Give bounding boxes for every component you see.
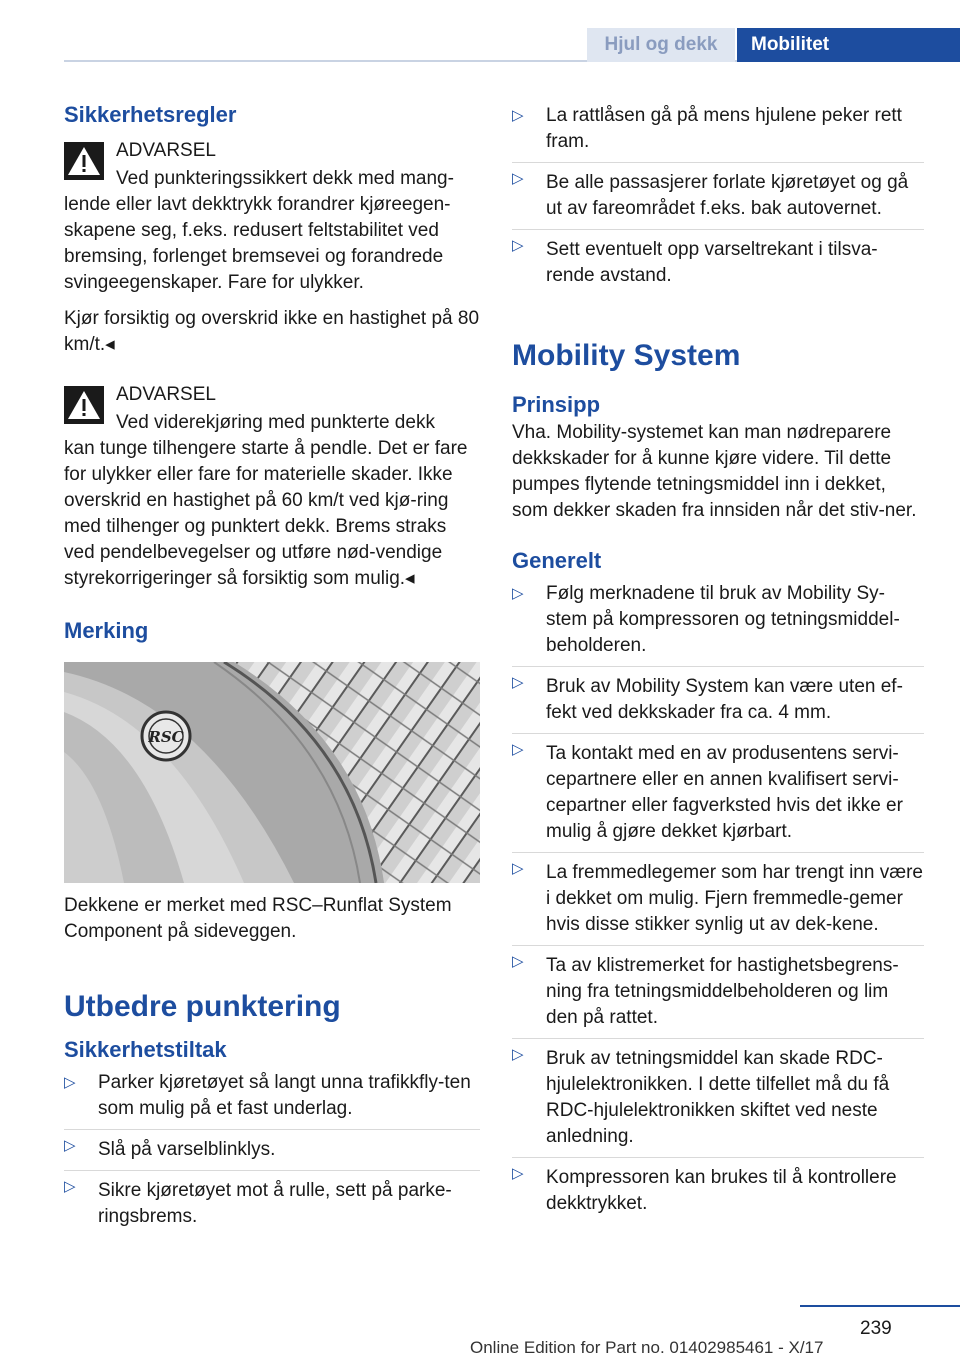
heading-mobility-system: Mobility System: [512, 339, 741, 372]
heading-prinsipp: Prinsipp: [512, 392, 601, 417]
bullet-triangle-icon: ▷: [512, 1046, 524, 1063]
bullet-triangle-icon: ▷: [512, 170, 524, 187]
list-sikkerhetstiltak: [64, 1067, 480, 1237]
list-item: ▷ Kompressoren kan brukes til å kontrollere dekktrykket.: [512, 1158, 924, 1224]
bullet-triangle-icon: ▷: [512, 741, 524, 758]
tab-mobilitet[interactable]: Mobilitet: [737, 28, 960, 62]
list-item: ▷ Følg merknadene til bruk av Mobility Sy-stem på kompressoren og tetningsmiddel-beholderen.: [512, 578, 924, 667]
heading-sikkerhetsregler: Sikkerhetsregler: [64, 102, 237, 127]
bullet-triangle-icon: ▷: [64, 1178, 76, 1195]
bullet-triangle-icon: ▷: [512, 107, 524, 124]
bullet-triangle-icon: ▷: [512, 953, 524, 970]
tyre-rsc-marking-image: [64, 662, 480, 883]
heading-generelt: Generelt: [512, 548, 602, 573]
list-item: ▷ Be alle passasjerer forlate kjøretøyet og gå ut av fareområdet f.eks. bak autovernet.: [512, 163, 924, 230]
list-item: ▷ Sett eventuelt opp varseltrekant i tilsva-rende avstand.: [512, 230, 924, 296]
bullet-triangle-icon: ▷: [512, 237, 524, 254]
bullet-triangle-icon: ▷: [64, 1137, 76, 1154]
warning-label: ADVARSEL: [116, 140, 216, 161]
bullet-triangle-icon: ▷: [512, 860, 524, 877]
right-column: [512, 100, 924, 1224]
list-item: ▷ Bruk av tetningsmiddel kan skade RDC-hjulelektronikken. I dette tilfellet må du få RDC-hjulelektronikken skiftet ved neste anledning.: [512, 1039, 924, 1158]
heading-sikkerhetstiltak: Sikkerhetstiltak: [64, 1037, 227, 1062]
page-number: 239: [860, 1318, 892, 1339]
warning-block-2: [64, 382, 480, 592]
heading-merking: Merking: [64, 618, 149, 643]
warning-block-1: [64, 138, 480, 358]
warning-text-first: Ved viderekjøring med punkterte dekk: [116, 412, 435, 433]
warning-text-2: Kjør forsiktig og overskrid ikke en hastighet på 80 km/t.◂: [64, 308, 480, 355]
list-item: ▷ Ta av klistremerket for hastighetsbegrens-ning fra tetningsmiddelbeholderen og lim den på rattet.: [512, 946, 924, 1039]
bullet-triangle-icon: ▷: [64, 1074, 76, 1091]
tab-hjul-og-dekk[interactable]: Hjul og dekk: [587, 28, 735, 62]
list-safety-continued: [512, 100, 924, 296]
warning-text: kan tunge tilhengere starte å pendle. Det er fare for ulykker eller fare for materielle skader. Ikke overskrid en hastighet på 60 km/t ved kjø-ring med tilhenger og punktert dekk. Brems straks ved pendelbevegelser og utføre nød-vendige styrekorrigeringer så forsiktig som mulig.◂: [64, 438, 468, 589]
footer-rule: [800, 1305, 960, 1307]
list-item: ▷ La rattlåsen gå på mens hjulene peker rett fram.: [512, 100, 924, 163]
left-column: [64, 100, 480, 1237]
list-generelt: [512, 578, 924, 1224]
bullet-triangle-icon: ▷: [512, 1165, 524, 1182]
list-item: ▷ Sikre kjøretøyet mot å rulle, sett på parke-ringsbrems.: [64, 1171, 480, 1237]
edition-text: Online Edition for Part no. 01402985461 - X/17: [470, 1338, 824, 1357]
warning-text: lende eller lavt dekktrykk forandrer kjøreegen-skapene seg, f.eks. redusert feltstabilitet ved bremsing, forlenget bremsevei og forandrede svingeegenskaper. Fare for ulykker.: [64, 194, 451, 293]
warning-triangle-icon: [64, 142, 104, 180]
svg-text:RSC: RSC: [148, 728, 184, 746]
list-item: ▷ Bruk av Mobility System kan være uten ef-fekt ved dekkskader fra ca. 4 mm.: [512, 667, 924, 734]
bullet-triangle-icon: ▷: [512, 585, 524, 602]
image-caption: Dekkene er merket med RSC–Runflat System Component på sideveggen.: [64, 895, 452, 942]
heading-utbedre-punktering: Utbedre punktering: [64, 990, 341, 1023]
bullet-triangle-icon: ▷: [512, 674, 524, 691]
list-item: ▷ La fremmedlegemer som har trengt inn være i dekket om mulig. Fjern fremmedle-gemer hvis disse stikker synlig ut av dek-kene.: [512, 853, 924, 946]
list-item: ▷ Ta kontakt med en av produsentens servi-cepartnere eller en annen kvalifisert servi-cepartner eller fagverksted hvis det ikke er mulig å gjøre dekket kjørbart.: [512, 734, 924, 853]
warning-label: ADVARSEL: [116, 384, 216, 405]
warning-triangle-icon: [64, 386, 104, 424]
list-item: ▷ Parker kjøretøyet så langt unna trafikkfly-ten som mulig på et fast underlag.: [64, 1067, 480, 1130]
prinsipp-text: Vha. Mobility-systemet kan man nødreparere dekkskader for å kunne kjøre videre. Til dette pumpes flytende tetningsmiddel inn i dekket, som dekker skaden fra innsiden når det stiv-ner.: [512, 422, 917, 521]
warning-text-first: Ved punkteringssikkert dekk med mang-: [116, 168, 454, 189]
list-item: ▷ Slå på varselblinklys.: [64, 1130, 480, 1171]
